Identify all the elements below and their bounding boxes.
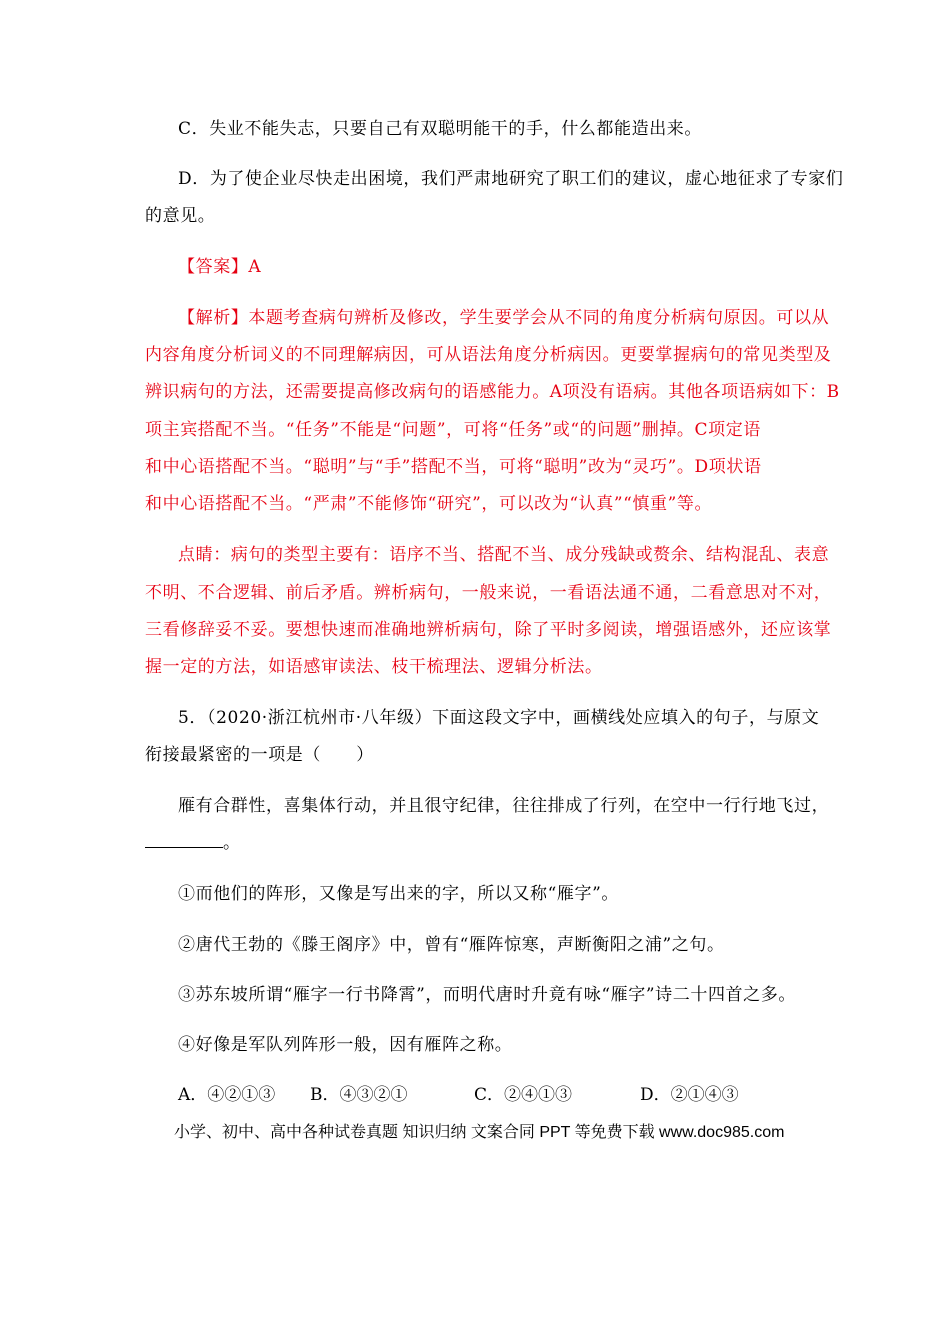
question5-stem-line2: 衔接最紧密的一项是（ ）: [145, 745, 374, 765]
sentence-4: ④好像是军队列阵形一般，因有雁阵之称。: [178, 1035, 513, 1055]
tips-line-4: 握一定的方法，如语感审读法、枝干梳理法、逻辑分析法。: [145, 657, 603, 677]
analysis-line-5: 和中心语搭配不当。“聪明”与“手”搭配不当，可将“聪明”改为“灵巧”。D项状语: [145, 457, 762, 477]
analysis-line-2: 内容角度分析词义的不同理解病因，可从语法角度分析病因。更要掌握病句的常见类型及: [145, 345, 832, 365]
answer-label: 【答案】A: [178, 257, 262, 277]
passage-line2: [145, 831, 813, 855]
choice-a: A．④②①③: [178, 1085, 276, 1105]
analysis-line-3: 辨识病句的方法，还需要提高修改病句的语感能力。A项没有语病。其他各项语病如下：B: [145, 382, 840, 402]
fill-blank: [145, 833, 223, 848]
analysis-line-4: 项主宾搭配不当。“任务”不能是“问题”，可将“任务”或“的问题”删掉。C项定语: [145, 420, 761, 440]
sentence-3: ③苏东坡所谓“雁字一行书降霄”，而明代唐时升竟有咏“雁字”诗二十四首之多。: [178, 985, 796, 1005]
tips-line-2: 不明、不合逻辑、前后矛盾。辨析病句，一般来说，一看语法通不通，二看意思对不对，: [145, 583, 832, 603]
option-d-line2: 的意见。: [145, 206, 216, 226]
footer-banner: 小学、初中、高中各种试卷真题 知识归纳 文案合同 PPT 等免费下载 www.doc985.com: [174, 1124, 785, 1141]
sentence-2: ②唐代王勃的《滕王阁序》中，曾有“雁阵惊寒，声断衡阳之浦”之句。: [178, 935, 725, 955]
analysis-line-1: 【解析】本题考查病句辨析及修改，学生要学会从不同的角度分析病句原因。可以从: [178, 308, 830, 328]
analysis-line-6: 和中心语搭配不当。“严肃”不能修饰“研究”，可以改为“认真”“慎重”等。: [145, 494, 713, 514]
option-d-line1: D．为了使企业尽快走出困境，我们严肃地研究了职工们的建议，虚心地征求了专家们: [178, 169, 844, 189]
tips-line-3: 三看修辞妥不妥。要想快速而准确地辨析病句，除了平时多阅读，增强语感外，还应该掌: [145, 620, 832, 640]
question5-stem-line1: 5．（2020·浙江杭州市·八年级）下面这段文字中，画横线处应填入的句子，与原文: [178, 708, 820, 728]
option-c: C．失业不能失志，只要自己有双聪明能干的手，什么都能造出来。: [178, 119, 703, 139]
choice-d: D．②①④③: [640, 1085, 739, 1105]
choice-b: B．④③②①: [310, 1085, 408, 1105]
tips-line-1: 点睛：病句的类型主要有：语序不当、搭配不当、成分残缺或赘余、结构混乱、表意: [178, 545, 830, 565]
passage-end: 。: [223, 833, 241, 853]
sentence-1: ①而他们的阵形，又像是写出来的字，所以又称“雁字”。: [178, 884, 619, 904]
passage-line1: 雁有合群性，喜集体行动，并且很守纪律，往往排成了行列，在空中一行行地飞过，: [178, 796, 830, 816]
choice-c: C．②④①③: [474, 1085, 573, 1105]
